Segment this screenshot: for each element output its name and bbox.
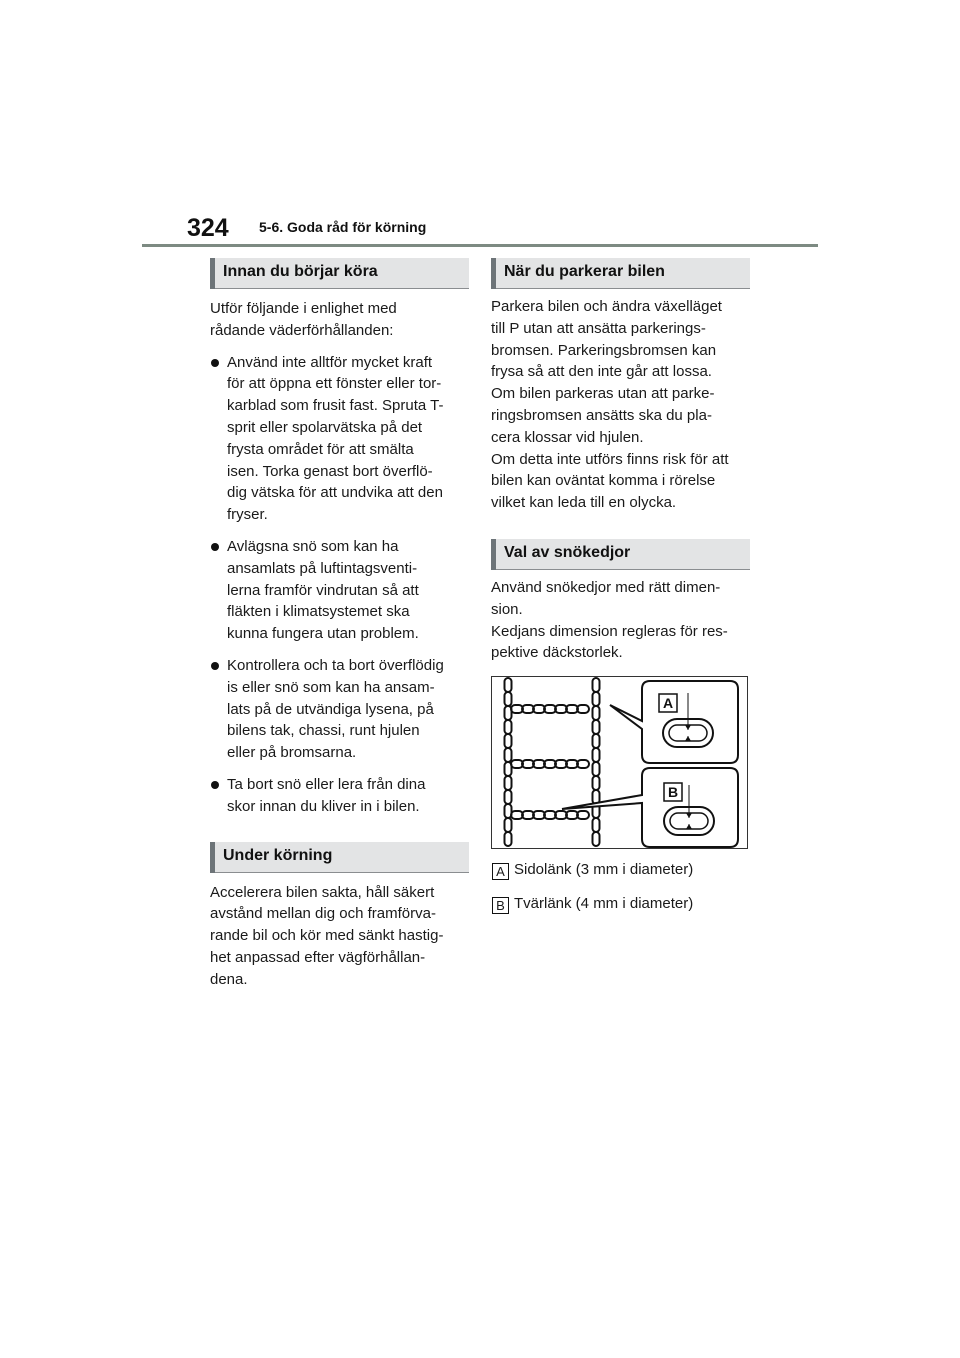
list-item: Avlägsna snö som kan ha ansamlats på luftintagsventi- lerna framför vindrutan så att fläkten i klimatsystemet ska kunna fungera utan problem. <box>210 536 469 645</box>
legend-item-a <box>492 860 693 880</box>
cross-chain-top <box>511 705 589 713</box>
before-driving-list <box>210 352 469 818</box>
snow-chains-text: Använd snökedjor med rätt dimen- sion. Kedjans dimension regleras för res- pektive däckstorlek. <box>491 578 728 662</box>
callout-a-label: A <box>662 695 674 711</box>
list-item: Använd inte alltför mycket kraft för att öppna ett fönster eller tor- karblad som frusit fast. Spruta T- sprit eller spolarvätska på det frysta området för att smälta isen. Torka genast bort överflö- dig vätska för att undvika att den fryser. <box>210 352 469 526</box>
header-rule <box>142 244 818 247</box>
parking-text: Parkera bilen och ändra växelläget till P utan att ansätta parkerings- bromsen. Parkeringsbromsen kan frysa så att den inte går att lossa. Om bilen parkeras utan att parke- ringsbromsen ansätts ska du pla- cera klossar vid hjulen. Om detta inte utförs finns risk för att bilen kan oväntat komma i rörelse vilket kan leda till en olycka. <box>491 298 729 512</box>
list-item: Kontrollera och ta bort överflödig is eller snö som kan ha ansam- lats på de utvändiga lysena, på bilens tak, chassi, runt hjulen eller på bromsarna. <box>210 655 469 764</box>
legend-text-a: Sidolänk (3 mm i diameter) <box>514 861 694 878</box>
list-item: Ta bort snö eller lera från dina skor innan du kliver in i bilen. <box>210 774 469 818</box>
cross-chain-bottom <box>511 811 589 819</box>
legend-key-b: B <box>492 897 509 914</box>
callout-b <box>562 768 738 847</box>
callout-b-label: B <box>667 784 679 800</box>
cross-chain-middle <box>511 760 589 768</box>
page-number: 324 <box>187 214 229 242</box>
legend-item-b <box>492 894 693 914</box>
section-heading-before-driving: Innan du börjar köra <box>210 258 469 289</box>
snow-chain-figure <box>491 676 748 849</box>
while-driving-text: Accelerera bilen sakta, håll säkert avstånd mellan dig och framförva- rande bil och kör med sänkt hastig- het anpassad efter vägförhållan- dena. <box>210 883 444 988</box>
callout-a <box>610 681 738 763</box>
section-heading-while-driving: Under körning <box>210 842 469 873</box>
right-side-chain <box>593 678 600 846</box>
snow-chain-illustration <box>492 677 747 848</box>
left-column <box>210 258 469 991</box>
before-driving-intro: Utför följande i enlighet med rådande väderförhållanden: <box>210 300 397 339</box>
section-heading-snow-chains: Val av snökedjor <box>491 539 750 570</box>
right-column <box>491 258 750 664</box>
section-heading-parking: När du parkerar bilen <box>491 258 750 289</box>
legend-text-b: Tvärlänk (4 mm i diameter) <box>514 895 694 912</box>
legend-key-a: A <box>492 863 509 880</box>
chapter-title: 5-6. Goda råd för körning <box>259 219 427 235</box>
